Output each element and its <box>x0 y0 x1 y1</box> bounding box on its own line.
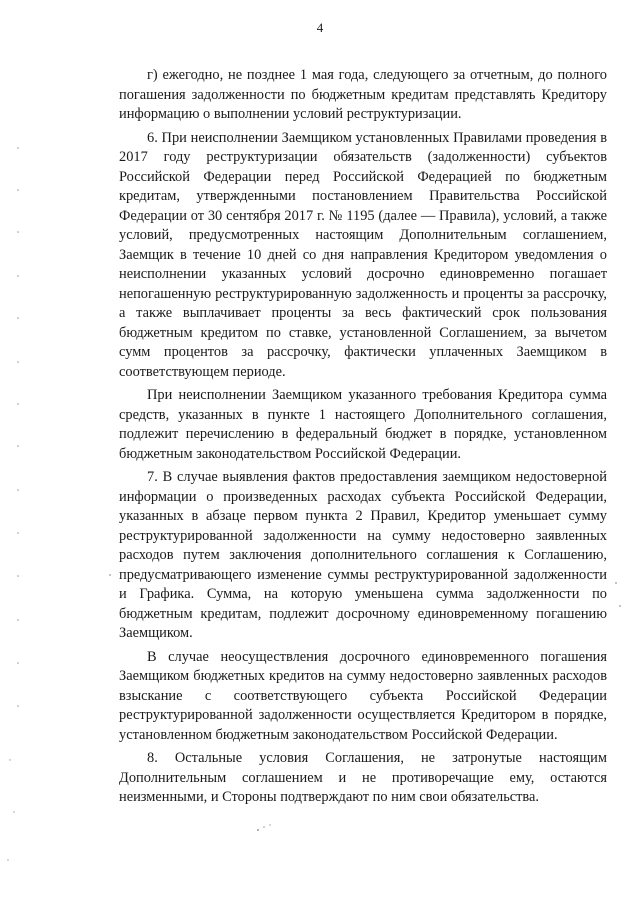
paragraph-clause-8: 8. Остальные условия Соглашения, не затронутые настоящим Дополнительным соглашением и не противоречащие ему, остаются неизменными, и Стороны подтверждают по ним свои обязательства. <box>119 750 607 805</box>
paragraph-clause-7-continuation: В случае неосуществления досрочного единовременного погашения Заемщиком бюджетных кредитов на сумму недостоверно заявленных расходов взыскание с соответствующего субъекта Российской Федерации реструктурированной задолженности осуществляется Кредитором в порядке, установленном бюджетным законодательством Российской Федерации. <box>119 648 607 743</box>
paragraph-clause-6: 6. При неисполнении Заемщиком установленных Правилами проведения в 2017 году реструктуризации обязательств (задолженности) субъектов Российской Федерации перед Российской Федерацией по бюджетным кредитам, утвержденными постановлением Правительства Российской Федерации от 30 сентября 2017 г. № 1195 (далее — Правила), условий, а также условий, предусмотренных настоящим Дополнительным соглашением, Заемщик в течение 10 дней со дня направления Кредитором уведомления о неисполнении указанных условий досрочно единовременно погашает непогашенную реструктурированную задолженность и проценты за рассрочку, а также выплачивает проценты за весь фактический срок пользования бюджетным кредитом по ставке, установленной Соглашением, за вычетом сумм процентов за рассрочку, фактически уплаченных Заемщиком в соответствующем периоде. <box>119 129 607 380</box>
paragraph-clause-g: г) ежегодно, не позднее 1 мая года, следующего за отчетным, до полного погашения задолженности по бюджетным кредитам представлять Кредитору информацию о выполнении условий реструктуризации. <box>119 67 607 122</box>
document-body <box>119 66 607 808</box>
page-number: 4 <box>316 20 324 35</box>
paragraph-clause-6-continuation: При неисполнении Заемщиком указанного требования Кредитора сумма средств, указанных в пункте 1 настоящего Дополнительного соглашения, подлежит перечислению в федеральный бюджет в порядке, установленном бюджетным законодательством Российской Федерации. <box>119 387 607 462</box>
paragraph-clause-7: 7. В случае выявления фактов предоставления заемщиком недостоверной информации о произведенных расходах субъекта Российской Федерации, указанных в абзаце первом пункта 2 Правил, Кредитор уменьшает сумму реструктурированной задолженности на сумму недостоверно заявленных расходов путем заключения дополнительного соглашения к Соглашению, предусматривающего изменение суммы реструктурированной задолженности и Графика. Сумма, на которую уменьшена сумма задолженности по бюджетным кредитам, подлежит досрочному единовременному погашению Заемщиком. <box>119 469 607 641</box>
